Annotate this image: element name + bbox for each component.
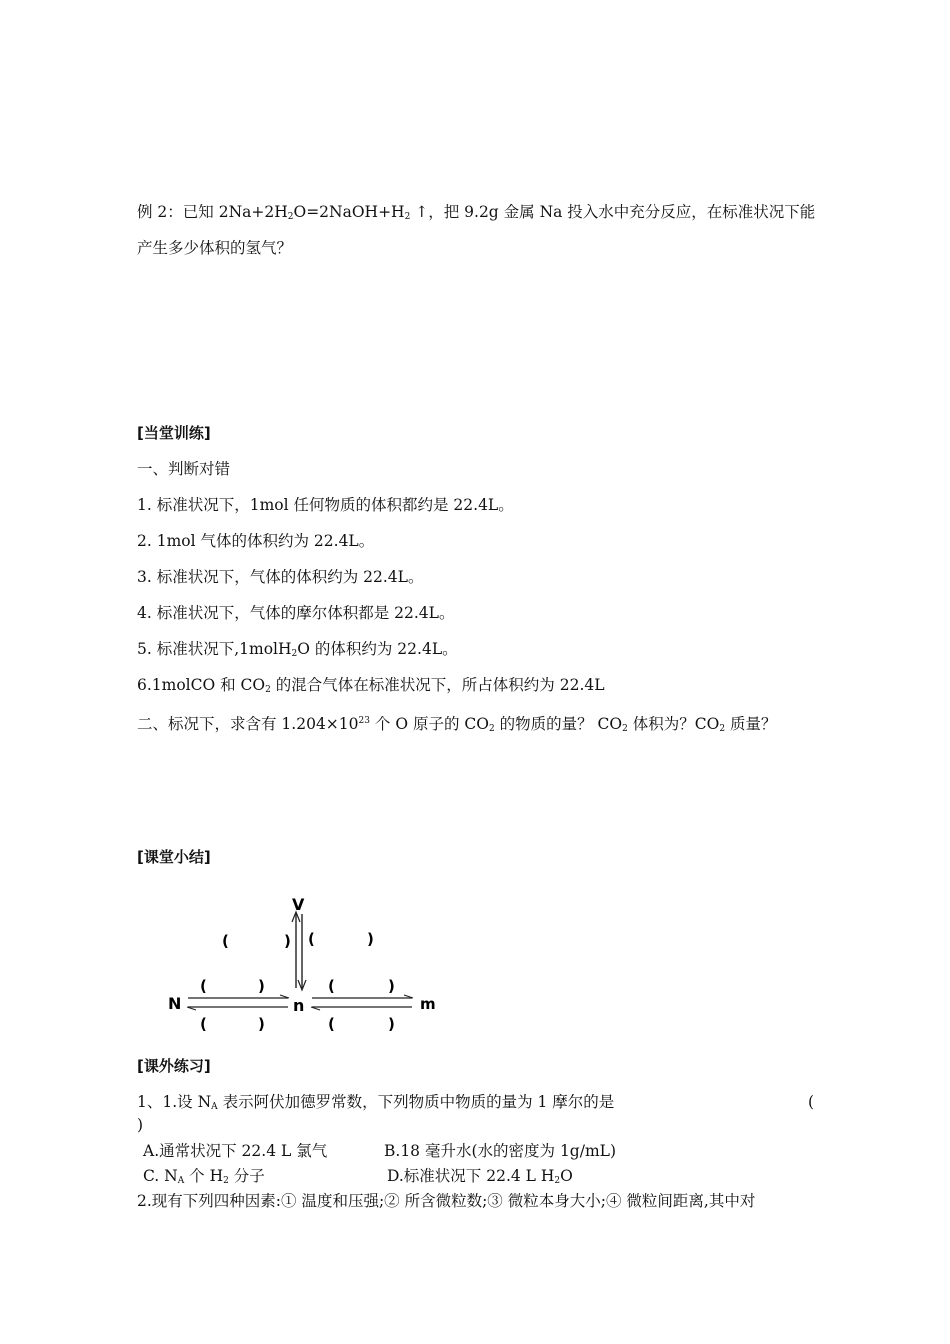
example2-line1: 例 2：已知 $2Na+2H_2O=2NaOH+H_2$ ↑，把 9.2g 金属 Na 投入水中充分反应，在标准状况下能: [137, 203, 816, 222]
blank-open-2: (: [308, 930, 315, 948]
node-v: V: [292, 895, 305, 914]
blank-open-3: (: [200, 977, 207, 995]
blank-close-6: ): [388, 1015, 395, 1033]
blank-close-3: ): [258, 977, 265, 995]
node-big-n: N: [168, 994, 182, 1013]
homework-q2: 2.现有下列四种因素:① 温度和压强;② 所含微粒数;③ 微粒本身大小;④ 微粒间距离,其中对: [137, 1192, 756, 1210]
homework-heading: [课外练习]: [137, 1057, 211, 1075]
training-q3: 3. 标准状况下，气体的体积约为 22.4L。: [137, 568, 424, 586]
blank-open-6: (: [328, 1015, 335, 1033]
training-q4: 4. 标准状况下，气体的摩尔体积都是 22.4L。: [137, 604, 455, 622]
blank-close-1: ): [284, 932, 291, 950]
homework-q1-option-d: D.标准状况下 22.4 L $H_2O$: [387, 1167, 573, 1186]
training-heading: [当堂训练]: [137, 424, 211, 442]
blank-close-5: ): [258, 1015, 265, 1033]
blank-close-4: ): [388, 977, 395, 995]
blank-open-4: (: [328, 977, 335, 995]
node-n: n: [293, 996, 305, 1015]
training-q2: 2. 1mol 气体的体积约为 22.4L。: [137, 532, 375, 550]
example2-line2: 产生多少体积的氢气？: [137, 239, 293, 257]
training-q6: 6.1molCO 和 $CO_2$ 的混合气体在标准状况下，所占体积约为 22.4L: [137, 676, 605, 695]
node-m: m: [420, 995, 436, 1013]
homework-q1: 1、1.设 $N_A$ 表示阿伏加德罗常数，下列物质中物质的量为 1 摩尔的是: [137, 1093, 615, 1112]
homework-q1-option-b: B.18 毫升水(水的密度为 1g/mL): [384, 1142, 616, 1160]
blank-open-5: (: [200, 1015, 207, 1033]
training-part2: 二、标况下，求含有 $1.204\times 10^{23}$ 个 O 原子的 $CO_2$ 的物质的量？ $CO_2$ 体积为？$CO_2$ 质量？: [137, 715, 777, 734]
summary-heading: [课堂小结]: [137, 848, 211, 866]
training-part1-title: 一、判断对错: [137, 460, 231, 478]
homework-q1-option-a: A.通常状况下 22.4 L 氯气: [143, 1142, 328, 1160]
homework-q1-paren-close: ): [137, 1116, 144, 1134]
conversion-diagram: [160, 888, 450, 1038]
homework-q1-paren-open: (: [808, 1093, 815, 1111]
blank-close-2: ): [367, 930, 374, 948]
training-q5: 5. 标准状况下,1molH$_2$O 的体积约为 22.4L。: [137, 640, 458, 659]
blank-open-1: (: [222, 932, 229, 950]
homework-q1-option-c: C. $N_A$ 个 $H_2$ 分子: [143, 1167, 265, 1186]
training-q1: 1. 标准状况下，1mol 任何物质的体积都约是 22.4L。: [137, 496, 514, 514]
